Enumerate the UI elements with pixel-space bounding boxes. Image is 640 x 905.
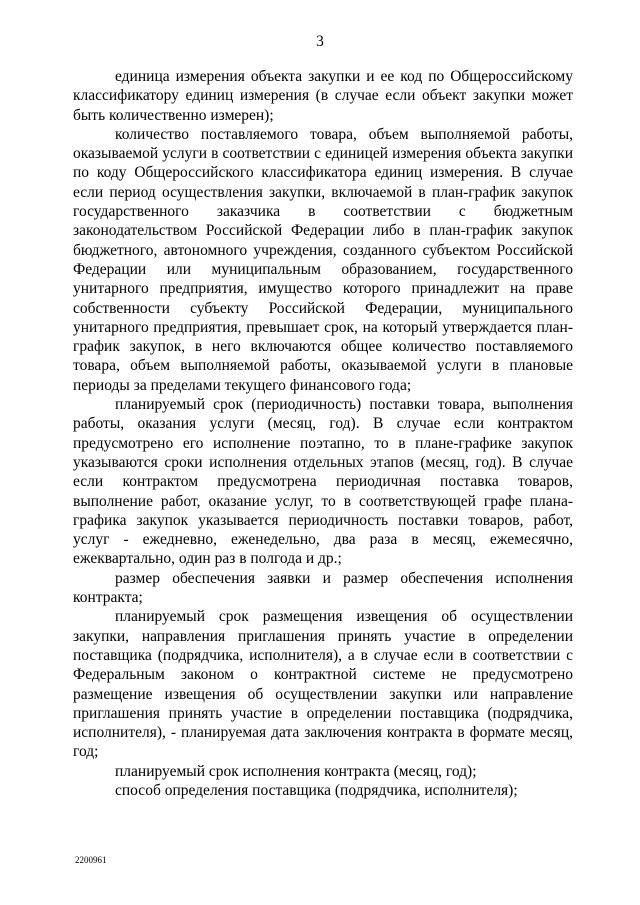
paragraph-quantity: количество поставляемого товара, объем выполняемой работы, оказываемой услуги в соответствии с единицей измерения объекта закупки по коду Общероссийского классификатора единиц измерения. В случае если период осуществления закупки, включаемой в план-график закупок государственного заказчика в соответствии с бюджетным законодательством Российской Федерации либо в план-график закупок бюджетного, автономного учреждения, созданного субъектом Российской Федерации или муниципальным образованием, государственного унитарного предприятия, имущество которого принадлежит на праве собственности субъекту Российской Федерации, муниципального унитарного предприятия, превышает срок, на который утверждается план-график закупок, в него включаются общее количество поставляемого товара, объем выполняемой работы, оказываемой услуги в плановые периоды за пределами текущего финансового года; [73, 125, 573, 394]
document-body [73, 67, 573, 800]
paragraph-unit-of-measure: единица измерения объекта закупки и ее код по Общероссийскому классификатору единиц измерения (в случае если объект закупки может быть количественно измерен); [73, 68, 573, 124]
paragraph-delivery-term: планируемый срок (периодичность) поставки товара, выполнения работы, оказания услуги (месяц, год). В случае если контрактом предусмотрено его исполнение поэтапно, то в плане-графике закупок указываются сроки исполнения отдельных этапов (месяц, год). В случае если контрактом предусмотрена периодичная поставка товаров, выполнение работ, оказание услуг, то в соответствующей графе плана-графика закупок указывается периодичность поставки товаров, работ, услуг - ежедневно, еженедельно, два раза в месяц, ежемесячно, ежеквартально, один раз в полгода и др.; [73, 396, 573, 568]
paragraph-notice-term: планируемый срок размещения извещения об осуществлении закупки, направления приглашения принять участие в определении поставщика (подрядчика, исполнителя), а в случае если в соответствии с Федеральным законом о контрактной системе не предусмотрено размещение извещения об осуществлении закупки или направление приглашения принять участие в определении поставщика (подрядчика, исполнителя), - планируемая дата заключения контракта в формате месяц, год; [73, 608, 573, 761]
paragraph-contract-term: планируемый срок исполнения контракта (месяц, год); [115, 762, 477, 780]
document-code: 2200961 [75, 855, 107, 865]
paragraph-supplier-method: способ определения поставщика (подрядчика, исполнителя); [115, 781, 518, 799]
paragraph-security-amount: размер обеспечения заявки и размер обеспечения исполнения контракта; [73, 569, 573, 607]
page-number: 3 [316, 33, 324, 50]
